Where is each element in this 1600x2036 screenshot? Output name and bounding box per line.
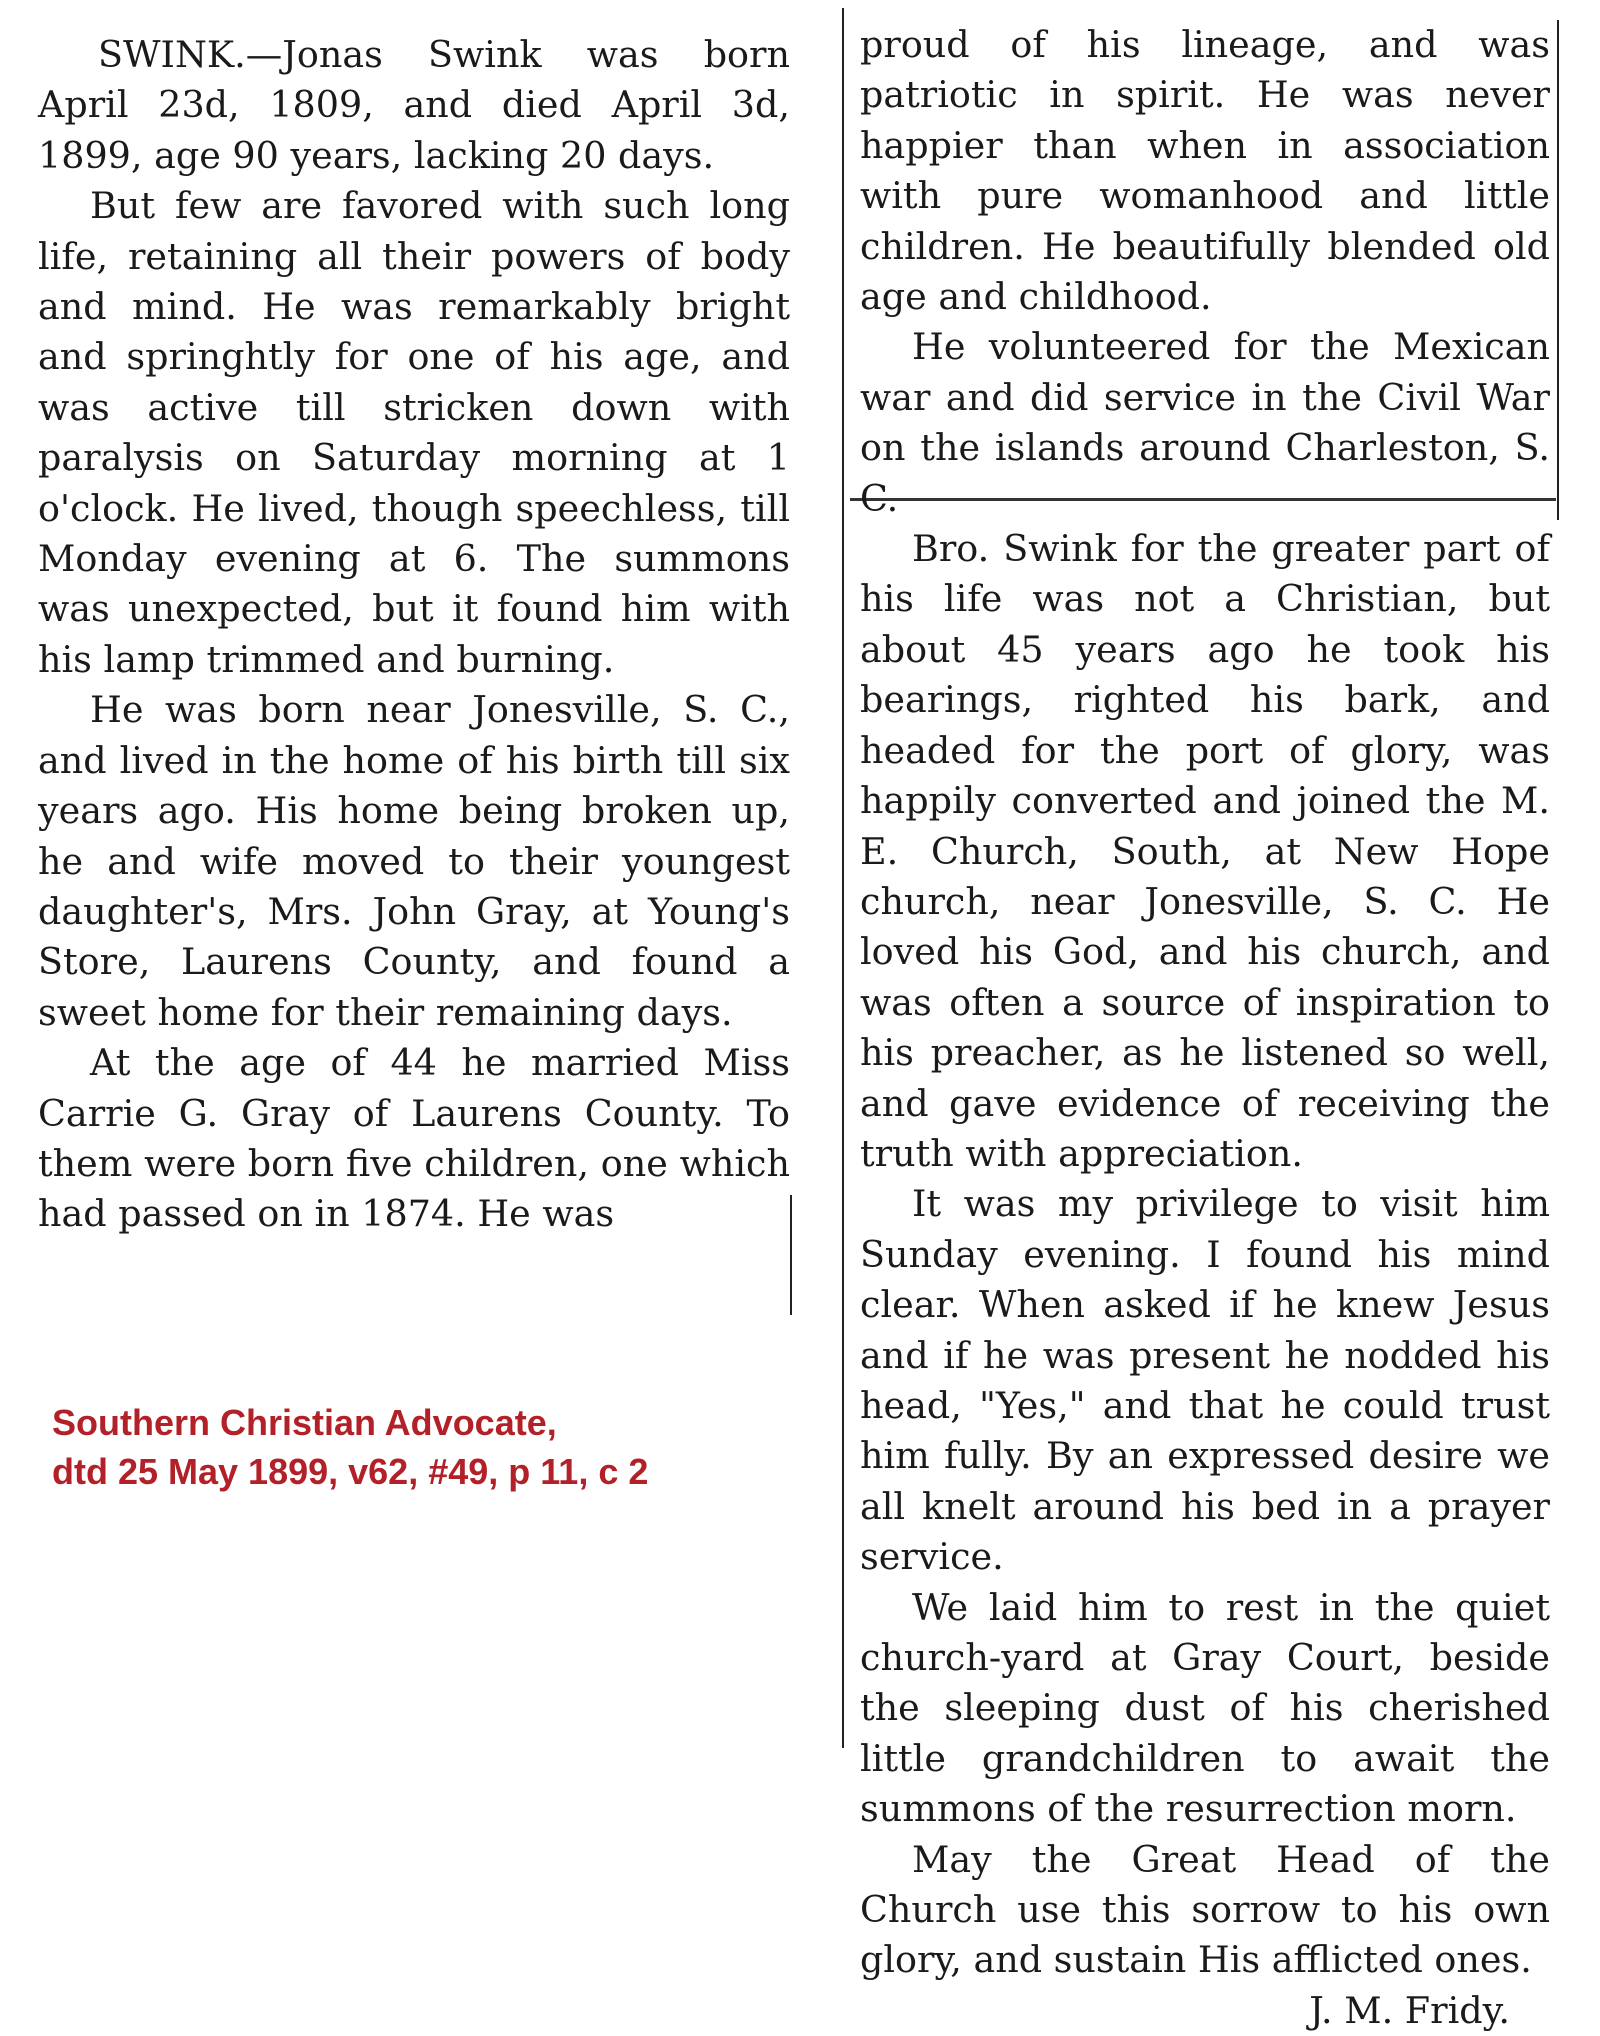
column-rule-right — [1557, 20, 1559, 520]
obituary-right-column — [860, 20, 1550, 2036]
citation-line: dtd 25 May 1899, v62, #49, p 11, c 2 — [52, 1451, 649, 1492]
citation-line: Southern Christian Advocate, — [52, 1402, 557, 1443]
obituary-paragraph: But few are favored with such long life, retaining all their powers of body and mind. He was remarkably bright and springhtly for one of his age, and was active till stricken down with paralysis on Saturday morning at 1 o'clock. He lived, though speechless, till Monday evening at 6. The summons was unexpected, but it found him with his lamp trimmed and burning. — [38, 184, 790, 681]
obituary-paragraph: At the age of 44 he married Miss Carrie G. Gray of Laurens County. To them were born five children, one which had passed on in 1874. He was — [38, 1041, 790, 1236]
obituary-left-column — [38, 30, 790, 1240]
obituary-paragraph: It was my privilege to visit him Sunday evening. I found his mind clear. When asked if he knew Jesus and if he was present he nodded his head, "Yes," and that he could trust him fully. By an expressed desire we all knelt around his bed in a prayer service. — [860, 1182, 1550, 1579]
column-rule-left — [790, 1195, 792, 1315]
source-citation — [52, 1398, 648, 1496]
column-divider — [842, 8, 844, 1748]
obituary-paragraph: We laid him to rest in the quiet church-yard at Gray Court, beside the sleeping dust of his cherished little grandchildren to await the summons of the resurrection morn. — [860, 1585, 1550, 1831]
obituary-paragraph: May the Great Head of the Church use this sorrow to his own glory, and sustain His afflicted ones. — [860, 1837, 1550, 1982]
author-signature: J. M. Fridy. — [1309, 1988, 1510, 2032]
obituary-paragraph: proud of his lineage, and was patriotic in spirit. He was never happier than when in association with pure womanhood and little children. He beautifully blended old age and childhood. — [860, 23, 1550, 319]
obituary-paragraph: Bro. Swink for the greater part of his life was not a Christian, but about 45 years ago he took his bearings, righted his bark, and headed for the port of glory, was happily converted and joined the M. E. Church, South, at New Hope church, near Jonesville, S. C. He loved his God, and his church, and was often a source of inspiration to his preacher, as he listened so well, and gave evidence of receiving the truth with appreciation. — [860, 527, 1550, 1175]
obituary-paragraph: He was born near Jonesville, S. C., and lived in the home of his birth till six years ago. His home being broken up, he and wife moved to their youngest daughter's, Mrs. John Gray, at Young's Store, Laurens County, and found a sweet home for their remaining days. — [38, 688, 790, 1034]
obituary-paragraph: He volunteered for the Mexican war and did service in the Civil War on the islands around Charleston, S. C. — [860, 325, 1550, 520]
obituary-paragraph: SWINK.—Jonas Swink was born April 23d, 1809, and died April 3d, 1899, age 90 years, lacking 20 days. — [38, 33, 790, 177]
